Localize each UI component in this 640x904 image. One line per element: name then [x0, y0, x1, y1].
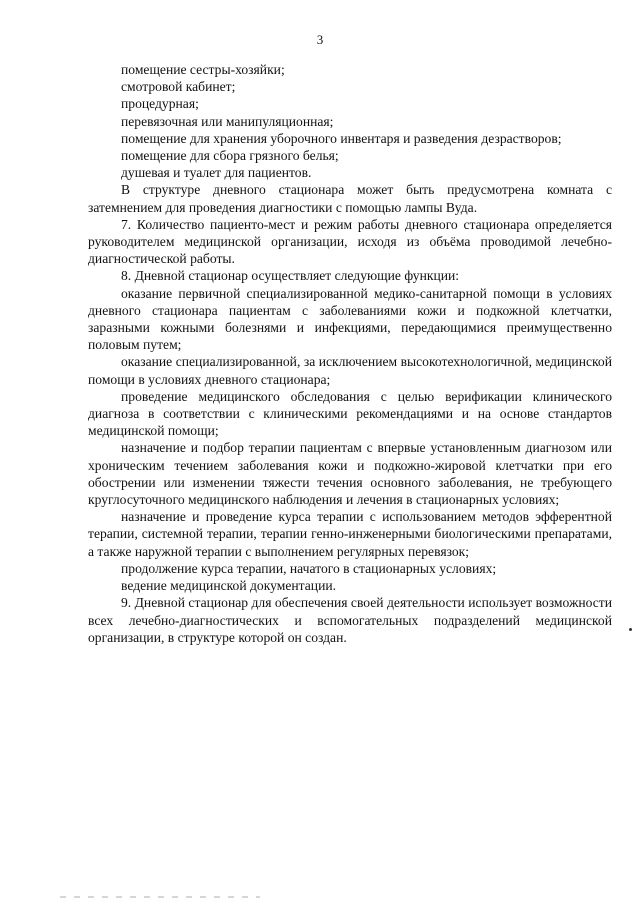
function-therapy-selection: назначение и подбор терапии пациентам с впервые установленным диагнозом или хроническим течением заболевания кожи и подкожно-жировой клетчатки при его обострении или изменении тяжести течения основного заболевания, не требующего круглосуточного медицинского наблюдения и лечения в стационарных условиях; [88, 440, 612, 508]
list-item-linen-room: помещение сестры-хозяйки; [121, 62, 285, 77]
list-item-dirty-linen-room: помещение для сбора грязного белья; [121, 148, 339, 164]
list-item-shower-toilet: душевая и туалет для пациентов. [121, 165, 312, 181]
paragraph-9-resources: 9. Дневной стационар для обеспечения своей деятельности использует возможности всех лечебно-диагностических и вспомогательных подразделений медицинской организации, в структуре которой он создан. [88, 595, 612, 645]
function-specialized-care: оказание специализированной, за исключением высокотехнологичной, медицинской помощи в условиях дневного стационара; [88, 354, 612, 387]
list-item-examination-room: смотровой кабинет; [121, 79, 236, 95]
document-body [88, 61, 612, 646]
function-therapy-course: назначение и проведение курса терапии с использованием методов эфферентной терапии, системной терапии, терапии генно-инженерными биологическими препаратами, а также наружной терапии с выполнением регулярных перевязок; [88, 509, 612, 559]
function-documentation: ведение медицинской документации. [121, 578, 337, 594]
page-number: 3 [316, 32, 324, 47]
function-primary-care: оказание первичной специализированной медико-санитарной помощи в условиях дневного стационара пациентам с заболеваниями кожи и подкожной клетчатки, заразными кожными болезнями и инфекциями, передающимися преимущественно половым путем; [88, 285, 612, 353]
paragraph-7-capacity: 7. Количество пациенто-мест и режим работы дневного стационара определяется руководителем медицинской организации, исходя из объёма проводимой лечебно-диагностической работы. [88, 216, 612, 267]
function-examination: проведение медицинского обследования с целью верификации клинического диагноза в соответствии с клиническими рекомендациями и на основе стандартов медицинской помощи; [88, 388, 612, 439]
scan-artifact-edge [60, 896, 260, 898]
list-item-cleaning-storage: помещение для хранения уборочного инвентаря и разведения дезрастворов; [121, 130, 562, 146]
list-item-procedure-room: процедурная; [121, 96, 199, 112]
paragraph-wood-lamp-room: В структуре дневного стационара может быть предусмотрена комната с затемнением для проведения диагностики с помощью лампы Вуда. [88, 182, 612, 215]
scan-artifact-dot [629, 628, 632, 631]
list-item-dressing-room: перевязочная или манипуляционная; [121, 113, 334, 129]
function-therapy-continuation: продолжение курса терапии, начатого в стационарных условиях; [121, 560, 497, 576]
paragraph-8-functions: 8. Дневной стационар осуществляет следующие функции: [121, 268, 460, 284]
